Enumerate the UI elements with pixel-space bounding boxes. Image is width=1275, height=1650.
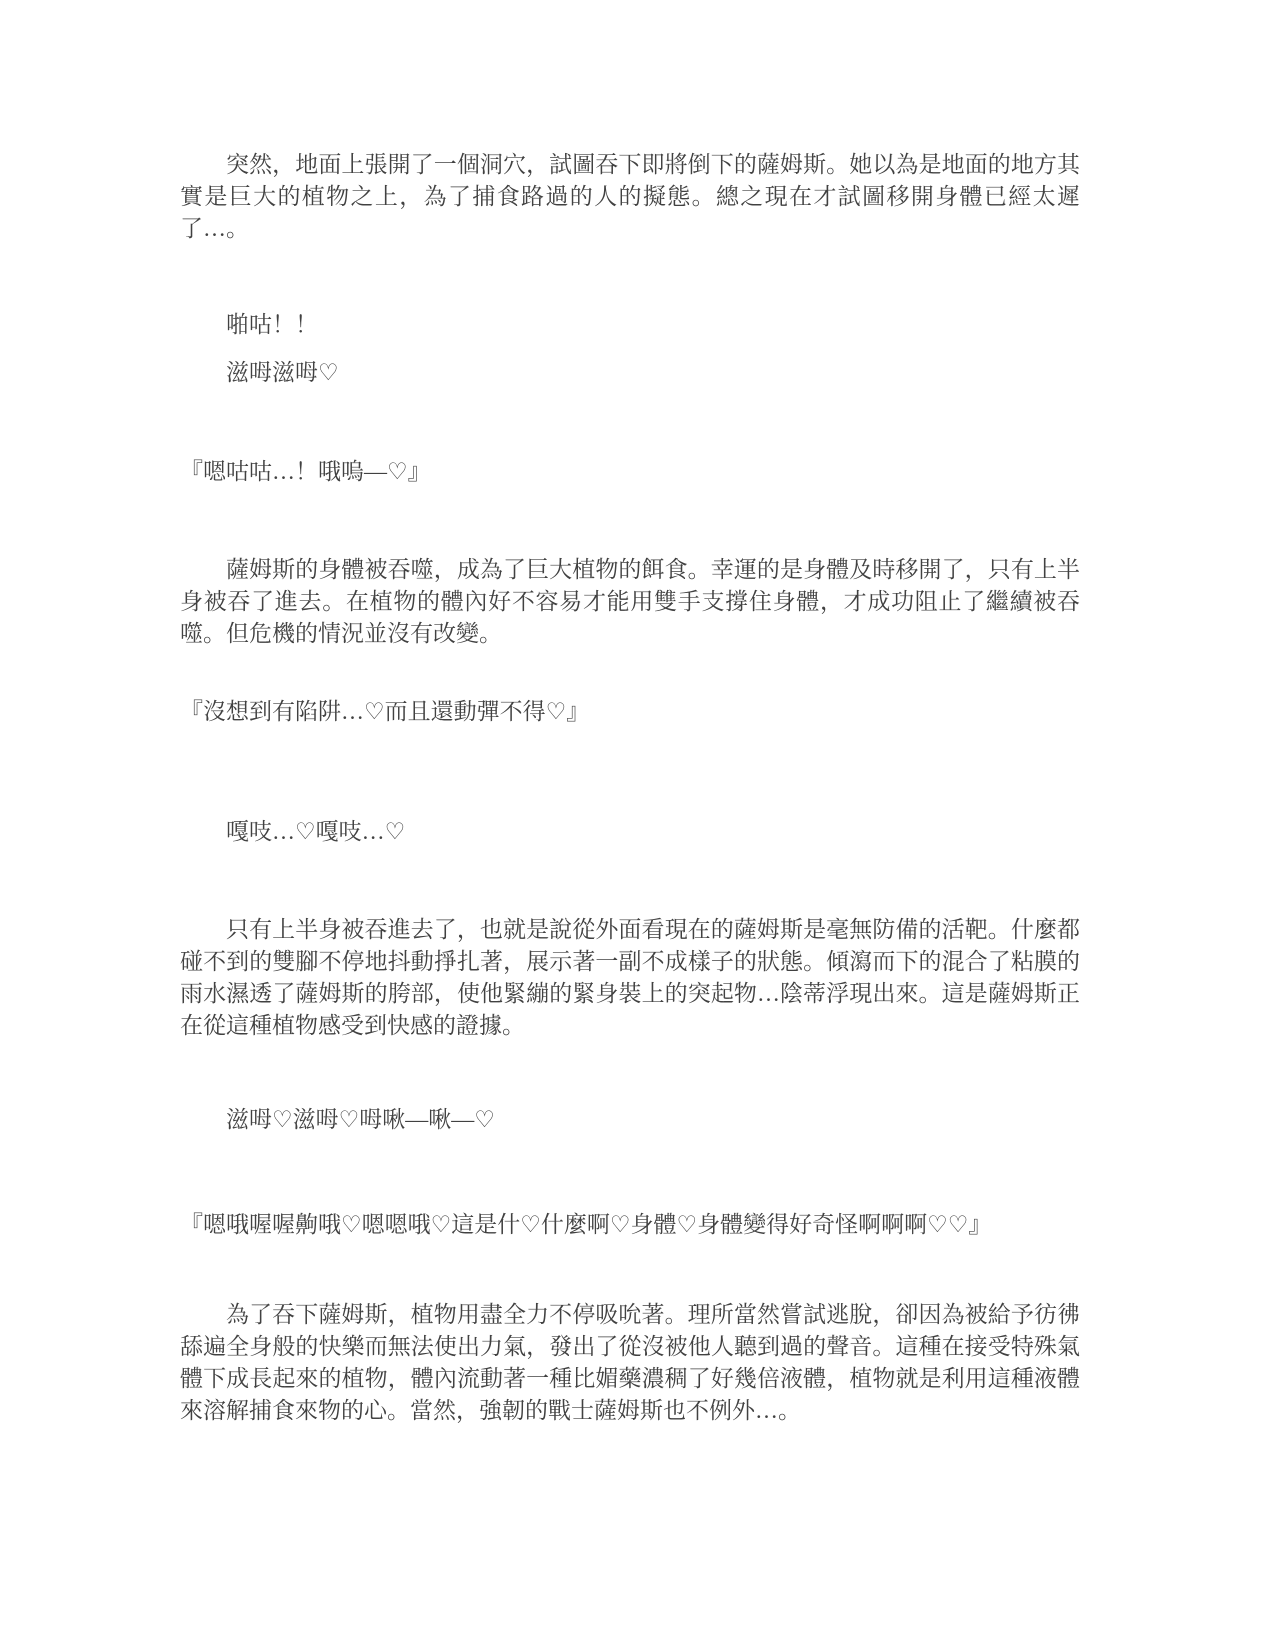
sfx-line: 滋呣♡滋呣♡呣啾—啾—♡ [226,1107,495,1132]
narration-paragraph: 薩姆斯的身體被吞噬，成為了巨大植物的餌食。幸運的是身體及時移開了，只有上半身被吞了進去。在植物的體內好不容易才能用雙手支撐住身體，才成功阻止了繼續被吞噬。但危機的情況並沒有改變。 [180,557,1080,646]
narration-paragraph: 突然，地面上張開了一個洞穴，試圖吞下即將倒下的薩姆斯。她以為是地面的地方其實是巨大的植物之上，為了捕食路過的人的擬態。總之現在才試圖移開身體已經太遲了…。 [180,152,1080,241]
dialogue-line: 『嗯咕咕…！哦嗚—♡』 [180,459,431,484]
sfx-line: 啪咕！！ [226,312,318,337]
dialogue-line: 『沒想到有陷阱…♡而且還動彈不得♡』 [180,699,590,724]
dialogue-line: 『嗯哦喔喔齁哦♡嗯嗯哦♡這是什♡什麼啊♡身體♡身體變得好奇怪啊啊啊♡♡』 [180,1212,992,1237]
narration-paragraph: 只有上半身被吞進去了，也就是說從外面看現在的薩姆斯是毫無防備的活靶。什麼都碰不到的雙腳不停地抖動掙扎著，展示著一副不成樣子的狀態。傾瀉而下的混合了粘膜的雨水濕透了薩姆斯的胯部，使他緊繃的緊身裝上的突起物…陰蒂浮現出來。這是薩姆斯正在從這種植物感受到快感的證據。 [180,917,1080,1038]
sfx-line: 嘎吱…♡嘎吱…♡ [226,819,406,844]
narration-paragraph: 為了吞下薩姆斯，植物用盡全力不停吸吮著。理所當然嘗試逃脫，卻因為被給予彷彿舔遍全身般的快樂而無法使出力氣，發出了從沒被他人聽到過的聲音。這種在接受特殊氣體下成長起來的植物，體內流動著一種比媚藥濃稠了好幾倍液體，植物就是利用這種液體來溶解捕食來物的心。當然，強韌的戰士薩姆斯也不例外…。 [180,1302,1080,1423]
story-text-area [180,149,1080,1427]
sfx-line: 滋呣滋呣♡ [226,360,339,385]
